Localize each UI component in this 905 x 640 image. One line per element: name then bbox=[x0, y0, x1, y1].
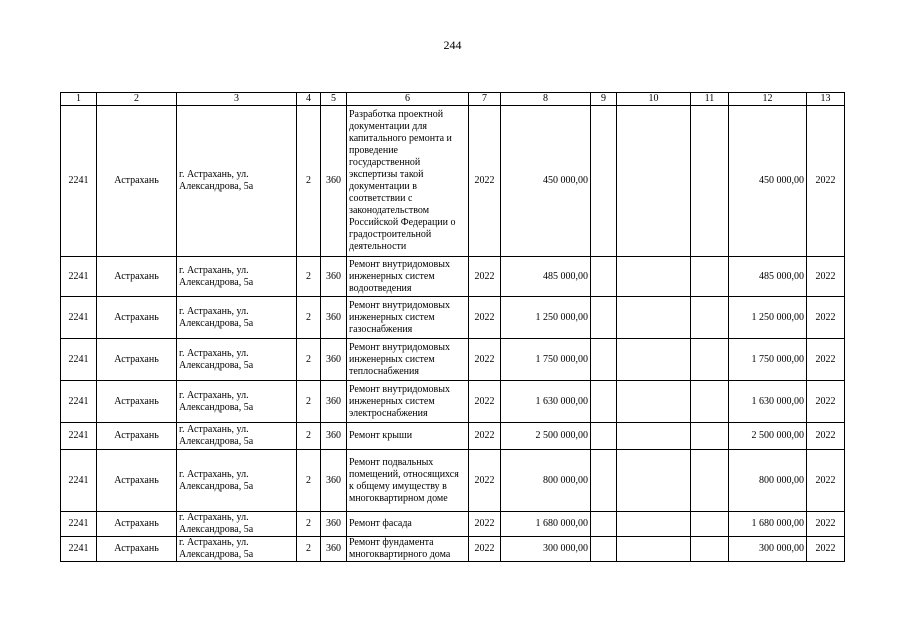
cell-cost: 800 000,00 bbox=[501, 450, 591, 512]
cell-address: г. Астрахань, ул. Александрова, 5а bbox=[177, 339, 297, 381]
cell-col9 bbox=[591, 537, 617, 562]
cell-city: Астрахань bbox=[97, 297, 177, 339]
table-row bbox=[61, 339, 845, 381]
table-row bbox=[61, 257, 845, 297]
cell-cost: 485 000,00 bbox=[501, 257, 591, 297]
cell-end-year: 2022 bbox=[807, 423, 845, 450]
table-row bbox=[61, 423, 845, 450]
cell-total: 2 500 000,00 bbox=[729, 423, 807, 450]
cell-year: 2022 bbox=[469, 381, 501, 423]
cell-total: 800 000,00 bbox=[729, 450, 807, 512]
cell-year: 2022 bbox=[469, 512, 501, 537]
cell-total: 1 630 000,00 bbox=[729, 381, 807, 423]
cell-year: 2022 bbox=[469, 297, 501, 339]
cell-col4: 2 bbox=[297, 297, 321, 339]
cell-address: г. Астрахань, ул. Александрова, 5а bbox=[177, 450, 297, 512]
cell-col9 bbox=[591, 297, 617, 339]
cell-address: г. Астрахань, ул. Александрова, 5а bbox=[177, 512, 297, 537]
cell-work-type: Ремонт подвальных помещений, относящихся к общему имуществу в многоквартирном доме bbox=[347, 450, 469, 512]
cell-cost: 1 630 000,00 bbox=[501, 381, 591, 423]
cell-city: Астрахань bbox=[97, 381, 177, 423]
cell-col4: 2 bbox=[297, 381, 321, 423]
cell-work-type: Ремонт внутридомовых инженерных систем теплоснабжения bbox=[347, 339, 469, 381]
cell-work-type: Ремонт крыши bbox=[347, 423, 469, 450]
cell-cost: 450 000,00 bbox=[501, 106, 591, 257]
cell-address: г. Астрахань, ул. Александрова, 5а bbox=[177, 381, 297, 423]
header-row bbox=[61, 93, 845, 106]
cell-col11 bbox=[691, 423, 729, 450]
column-header: 13 bbox=[807, 93, 845, 106]
cell-col9 bbox=[591, 106, 617, 257]
cell-year: 2022 bbox=[469, 450, 501, 512]
table-row bbox=[61, 450, 845, 512]
column-header: 2 bbox=[97, 93, 177, 106]
cell-total: 1 750 000,00 bbox=[729, 339, 807, 381]
cell-work-type: Ремонт внутридомовых инженерных систем электроснабжения bbox=[347, 381, 469, 423]
cell-col11 bbox=[691, 339, 729, 381]
cell-cost: 1 680 000,00 bbox=[501, 512, 591, 537]
cell-col10 bbox=[617, 297, 691, 339]
cell-year: 2022 bbox=[469, 106, 501, 257]
cell-col5: 360 bbox=[321, 339, 347, 381]
column-header: 10 bbox=[617, 93, 691, 106]
cell-id: 2241 bbox=[61, 537, 97, 562]
cell-col10 bbox=[617, 450, 691, 512]
cell-year: 2022 bbox=[469, 339, 501, 381]
cell-address: г. Астрахань, ул. Александрова, 5а bbox=[177, 423, 297, 450]
cell-id: 2241 bbox=[61, 423, 97, 450]
column-header: 5 bbox=[321, 93, 347, 106]
cell-col10 bbox=[617, 381, 691, 423]
cell-total: 1 250 000,00 bbox=[729, 297, 807, 339]
cell-id: 2241 bbox=[61, 381, 97, 423]
cell-work-type: Ремонт внутридомовых инженерных систем газоснабжения bbox=[347, 297, 469, 339]
column-header: 7 bbox=[469, 93, 501, 106]
cell-col9 bbox=[591, 512, 617, 537]
table-row bbox=[61, 297, 845, 339]
cell-col4: 2 bbox=[297, 257, 321, 297]
table-row bbox=[61, 106, 845, 257]
cell-col4: 2 bbox=[297, 339, 321, 381]
table-row bbox=[61, 381, 845, 423]
cell-end-year: 2022 bbox=[807, 512, 845, 537]
cell-col10 bbox=[617, 537, 691, 562]
cell-city: Астрахань bbox=[97, 423, 177, 450]
cell-total: 485 000,00 bbox=[729, 257, 807, 297]
cell-city: Астрахань bbox=[97, 257, 177, 297]
cell-city: Астрахань bbox=[97, 106, 177, 257]
cell-col9 bbox=[591, 381, 617, 423]
cell-city: Астрахань bbox=[97, 450, 177, 512]
cell-col5: 360 bbox=[321, 297, 347, 339]
cell-address: г. Астрахань, ул. Александрова, 5а bbox=[177, 297, 297, 339]
cell-id: 2241 bbox=[61, 450, 97, 512]
cell-address: г. Астрахань, ул. Александрова, 5а bbox=[177, 106, 297, 257]
table-row bbox=[61, 512, 845, 537]
cell-col11 bbox=[691, 450, 729, 512]
cell-end-year: 2022 bbox=[807, 537, 845, 562]
cell-work-type: Ремонт фасада bbox=[347, 512, 469, 537]
cell-work-type: Ремонт внутридомовых инженерных систем водоотведения bbox=[347, 257, 469, 297]
cell-col5: 360 bbox=[321, 106, 347, 257]
cell-end-year: 2022 bbox=[807, 450, 845, 512]
cell-total: 1 680 000,00 bbox=[729, 512, 807, 537]
column-header: 11 bbox=[691, 93, 729, 106]
cell-col9 bbox=[591, 450, 617, 512]
cell-col4: 2 bbox=[297, 106, 321, 257]
cell-end-year: 2022 bbox=[807, 339, 845, 381]
cell-city: Астрахань bbox=[97, 512, 177, 537]
cell-total: 450 000,00 bbox=[729, 106, 807, 257]
cell-col4: 2 bbox=[297, 423, 321, 450]
cell-col10 bbox=[617, 423, 691, 450]
cell-id: 2241 bbox=[61, 339, 97, 381]
cell-cost: 1 250 000,00 bbox=[501, 297, 591, 339]
page-number: 244 bbox=[443, 38, 462, 52]
cell-col5: 360 bbox=[321, 450, 347, 512]
cell-col5: 360 bbox=[321, 423, 347, 450]
cell-col10 bbox=[617, 257, 691, 297]
cell-col9 bbox=[591, 339, 617, 381]
column-header: 12 bbox=[729, 93, 807, 106]
cell-year: 2022 bbox=[469, 423, 501, 450]
cell-end-year: 2022 bbox=[807, 381, 845, 423]
cell-end-year: 2022 bbox=[807, 106, 845, 257]
cell-id: 2241 bbox=[61, 297, 97, 339]
cell-col10 bbox=[617, 106, 691, 257]
cell-cost: 2 500 000,00 bbox=[501, 423, 591, 450]
cell-col4: 2 bbox=[297, 512, 321, 537]
cell-col11 bbox=[691, 537, 729, 562]
cell-col11 bbox=[691, 297, 729, 339]
column-header: 3 bbox=[177, 93, 297, 106]
cell-cost: 300 000,00 bbox=[501, 537, 591, 562]
cell-id: 2241 bbox=[61, 257, 97, 297]
cell-col5: 360 bbox=[321, 537, 347, 562]
column-header: 4 bbox=[297, 93, 321, 106]
cell-col5: 360 bbox=[321, 257, 347, 297]
cell-end-year: 2022 bbox=[807, 257, 845, 297]
column-header: 6 bbox=[347, 93, 469, 106]
column-header: 8 bbox=[501, 93, 591, 106]
cell-col5: 360 bbox=[321, 381, 347, 423]
cell-end-year: 2022 bbox=[807, 297, 845, 339]
cell-total: 300 000,00 bbox=[729, 537, 807, 562]
register-table bbox=[60, 92, 845, 562]
cell-col10 bbox=[617, 339, 691, 381]
column-header: 1 bbox=[61, 93, 97, 106]
cell-cost: 1 750 000,00 bbox=[501, 339, 591, 381]
cell-city: Астрахань bbox=[97, 537, 177, 562]
cell-col9 bbox=[591, 423, 617, 450]
cell-col9 bbox=[591, 257, 617, 297]
cell-col11 bbox=[691, 106, 729, 257]
cell-col10 bbox=[617, 512, 691, 537]
cell-col4: 2 bbox=[297, 537, 321, 562]
cell-col11 bbox=[691, 257, 729, 297]
cell-col11 bbox=[691, 512, 729, 537]
cell-id: 2241 bbox=[61, 512, 97, 537]
cell-year: 2022 bbox=[469, 537, 501, 562]
table-row bbox=[61, 537, 845, 562]
cell-col11 bbox=[691, 381, 729, 423]
column-header: 9 bbox=[591, 93, 617, 106]
cell-address: г. Астрахань, ул. Александрова, 5а bbox=[177, 537, 297, 562]
cell-work-type: Разработка проектной документации для капитального ремонта и проведение государственной экспертизы такой документации в соответствии с законодательством Российской Федерации о градостроительной деятельности bbox=[347, 106, 469, 257]
cell-address: г. Астрахань, ул. Александрова, 5а bbox=[177, 257, 297, 297]
cell-id: 2241 bbox=[61, 106, 97, 257]
cell-col4: 2 bbox=[297, 450, 321, 512]
cell-work-type: Ремонт фундамента многоквартирного дома bbox=[347, 537, 469, 562]
cell-year: 2022 bbox=[469, 257, 501, 297]
cell-col5: 360 bbox=[321, 512, 347, 537]
cell-city: Астрахань bbox=[97, 339, 177, 381]
